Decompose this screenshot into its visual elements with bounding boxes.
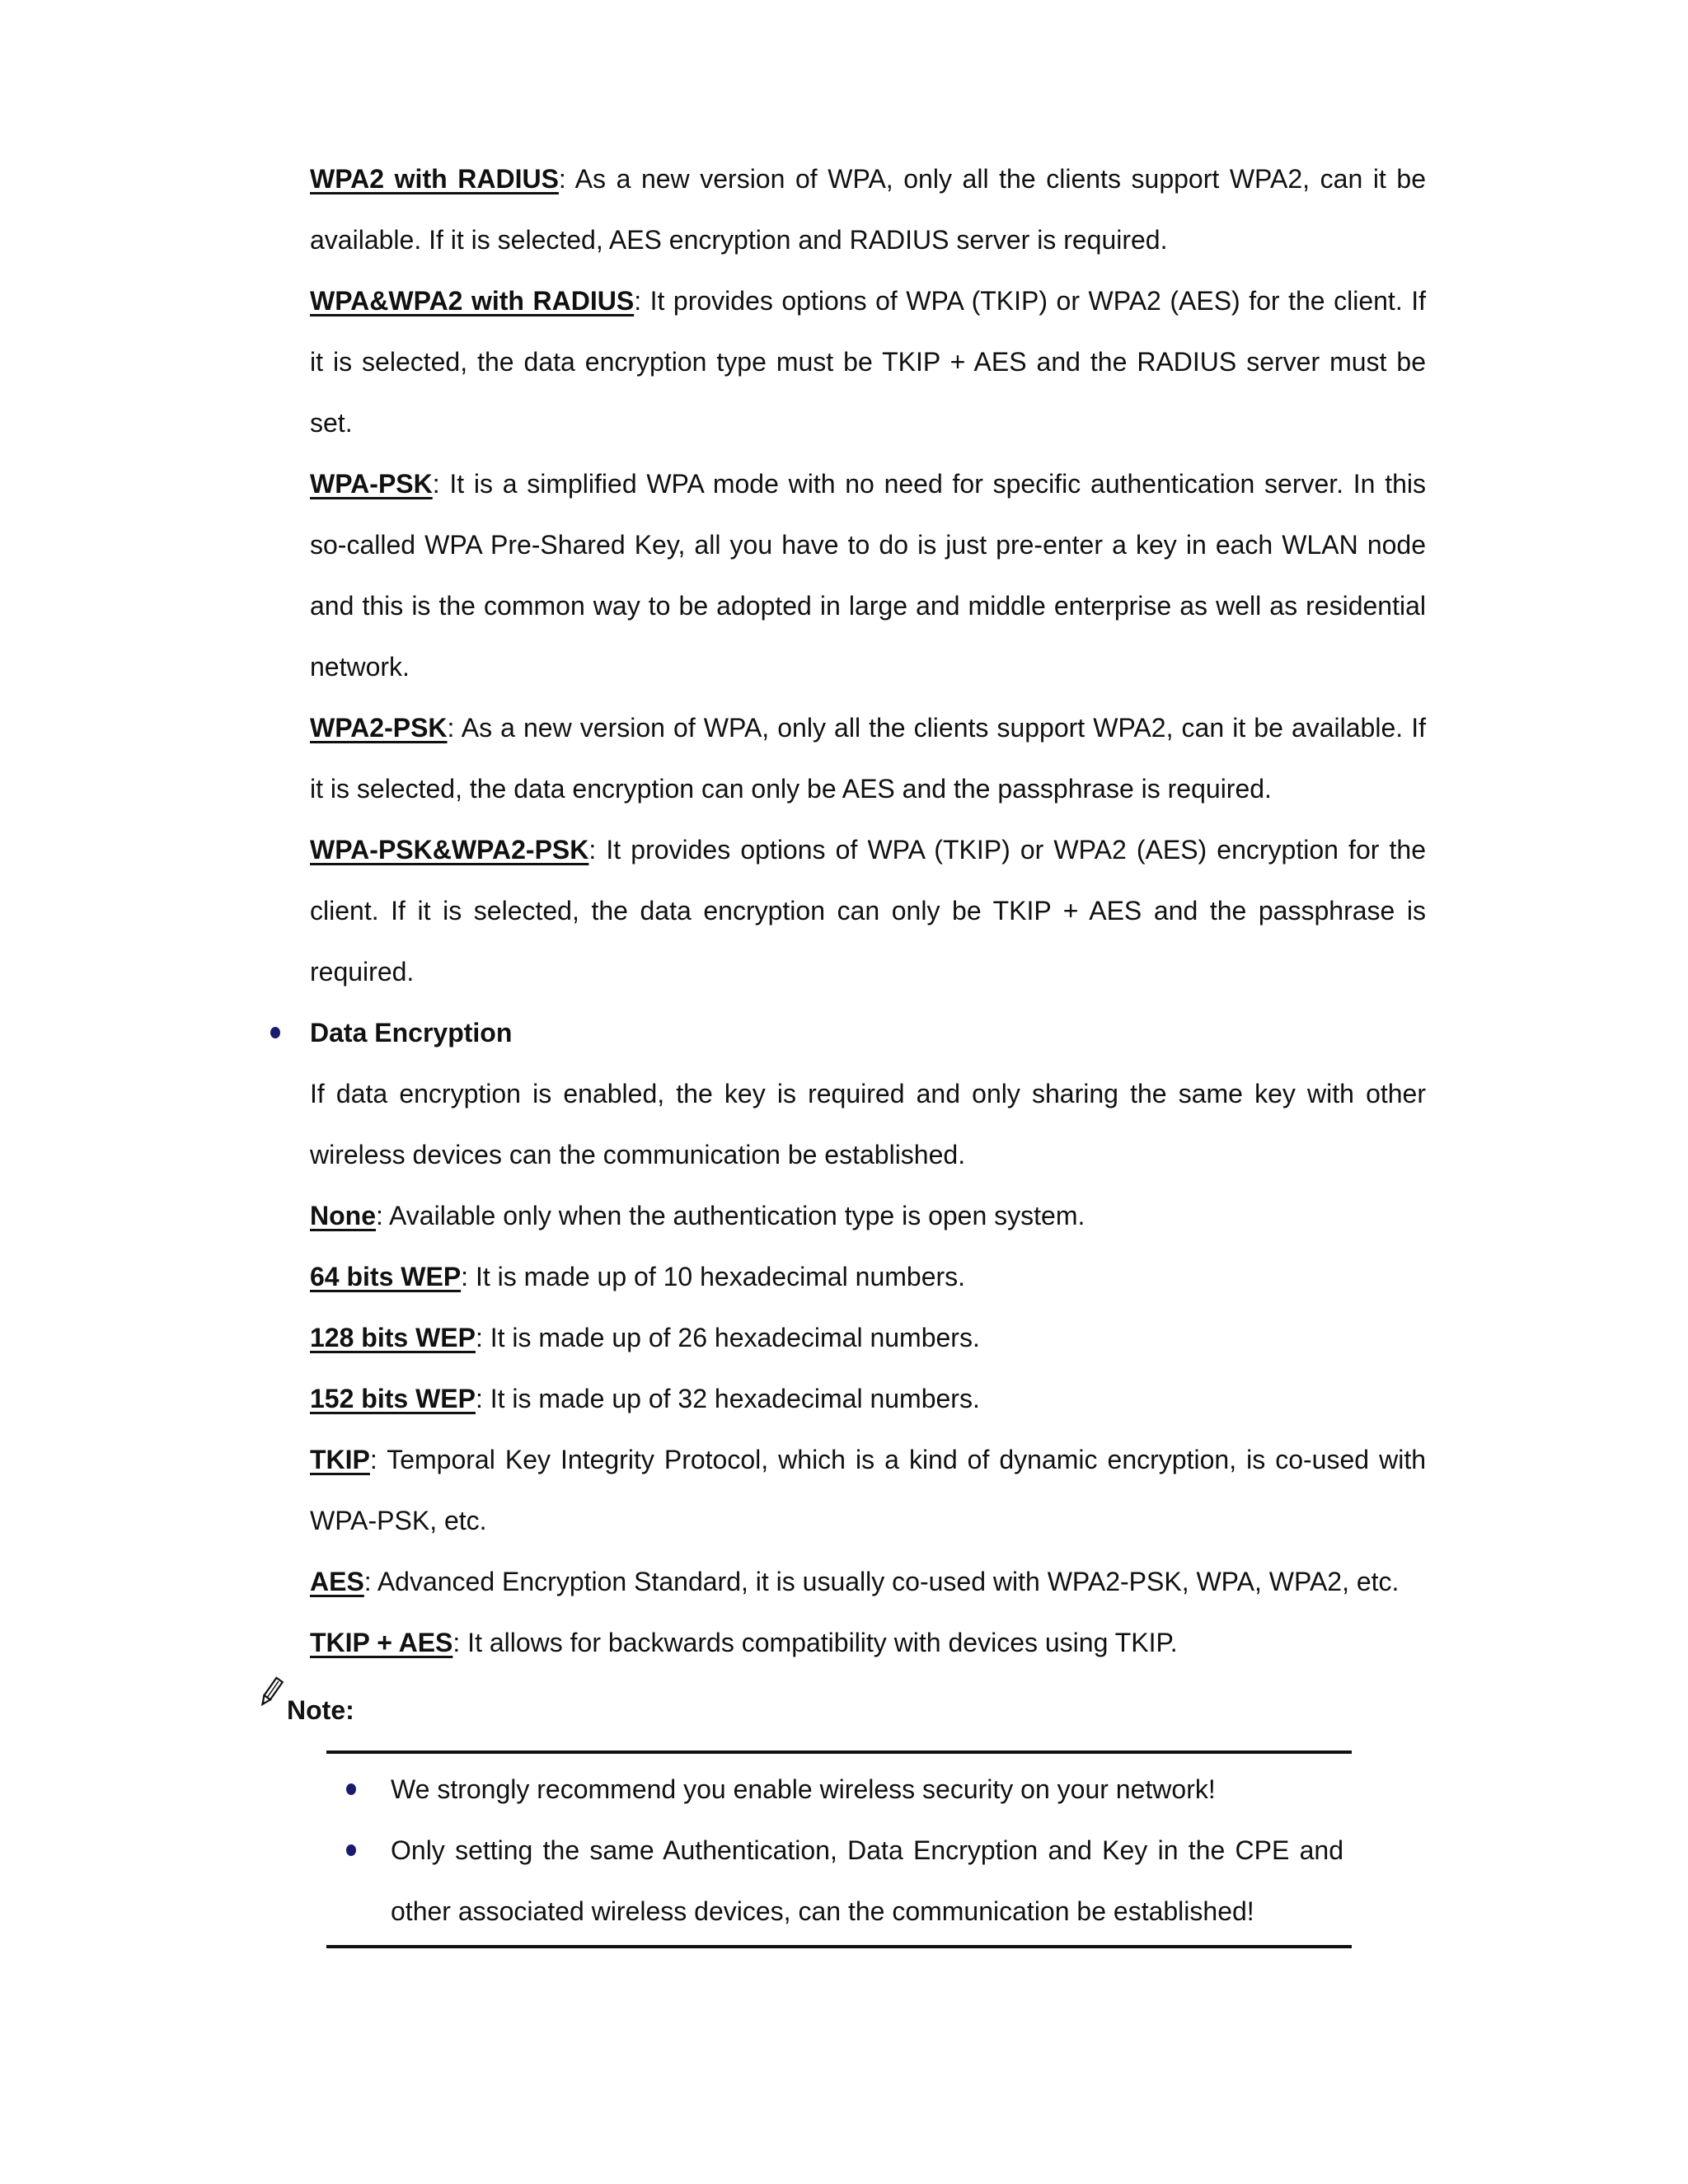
definition-term: WPA-PSK&WPA2-PSK (310, 835, 589, 865)
page-content (287, 148, 1427, 1948)
definition-text: : It is made up of 32 hexadecimal numbers. (475, 1384, 980, 1413)
note-title-text: Note: (287, 1695, 354, 1725)
definition-paragraph (310, 1185, 1426, 1246)
definition-paragraph (310, 1307, 1426, 1368)
definition-text: : It is made up of 10 hexadecimal numbers. (461, 1262, 966, 1291)
section-heading (310, 1002, 1426, 1063)
definition-paragraph (310, 819, 1426, 1002)
definition-term: WPA-PSK (310, 469, 433, 499)
definition-term: WPA2-PSK (310, 713, 448, 743)
bullet-icon (346, 1844, 356, 1856)
definition-text: : Temporal Key Integrity Protocol, which is a kind of dynamic encryption, is co-used with WPA-PSK, etc. (310, 1445, 1426, 1535)
bullet-icon (270, 1027, 280, 1038)
definition-text: : As a new version of WPA, only all the clients support WPA2, can it be available. If it is selected, AES encryption and RADIUS server is required. (310, 164, 1427, 255)
definition-text: : As a new version of WPA, only all the clients support WPA2, can it be available. If it is selected, the data encryption can only be AES and the passphrase is required. (310, 713, 1426, 804)
note-item (326, 1759, 1352, 1820)
definition-paragraph (310, 1246, 1426, 1307)
definition-text: : It provides options of WPA (TKIP) or WPA2 (AES) encryption for the client. If it is selected, the data encryption can only be TKIP + AES and the passphrase is required. (310, 835, 1426, 987)
definition-paragraph (310, 1612, 1426, 1673)
definition-paragraph (310, 270, 1426, 453)
definition-text: : It provides options of WPA (TKIP) or WPA2 (AES) for the client. If it is selected, the data encryption type must be TKIP + AES and the RADIUS server must be set. (310, 286, 1427, 438)
section-intro: If data encryption is enabled, the key is required and only sharing the same key with other wireless devices can the communication be established. (310, 1079, 1426, 1169)
section-heading-text: Data Encryption (310, 1018, 513, 1047)
definition-text: : It is a simplified WPA mode with no need for specific authentication server. In this so-called WPA Pre-Shared Key, all you have to do is just pre-enter a key in each WLAN node and this is the common way to be adopted in large and middle enterprise as well as residential network. (310, 469, 1426, 682)
note-item (326, 1820, 1352, 1942)
definition-term: TKIP (310, 1445, 370, 1474)
definition-term: TKIP + AES (310, 1628, 453, 1657)
definition-paragraph (310, 453, 1426, 697)
definition-paragraph (310, 1429, 1426, 1551)
definition-term: None (310, 1201, 376, 1230)
definition-text: : Advanced Encryption Standard, it is usually co-used with WPA2-PSK, WPA, WPA2, etc. (363, 1567, 1400, 1596)
bullet-icon (346, 1783, 356, 1795)
definition-text: : Available only when the authentication type is open system. (376, 1201, 1085, 1230)
pencil-icon (256, 1676, 288, 1709)
definition-text: : It is made up of 26 hexadecimal numbers. (475, 1323, 980, 1352)
definition-text: : It allows for backwards compatibility with devices using TKIP. (452, 1628, 1178, 1657)
definition-term: AES (310, 1567, 364, 1596)
definition-term: WPA2 with RADIUS (310, 164, 559, 194)
note-box (326, 1750, 1352, 1948)
definition-term: 128 bits WEP (310, 1323, 476, 1352)
note-item-text: Only setting the same Authentication, Data Encryption and Key in the CPE and other associated wireless devices, can the communication be established! (391, 1835, 1343, 1926)
definition-paragraph (310, 1551, 1426, 1612)
note-heading (287, 1680, 1426, 1741)
definition-paragraph (310, 1368, 1426, 1429)
definition-term: 152 bits WEP (310, 1384, 476, 1413)
definition-paragraph (310, 697, 1426, 819)
definition-paragraph (310, 148, 1426, 270)
note-item-text: We strongly recommend you enable wireless security on your network! (391, 1774, 1216, 1804)
definition-term: WPA&WPA2 with RADIUS (310, 286, 635, 316)
definition-term: 64 bits WEP (310, 1262, 462, 1291)
